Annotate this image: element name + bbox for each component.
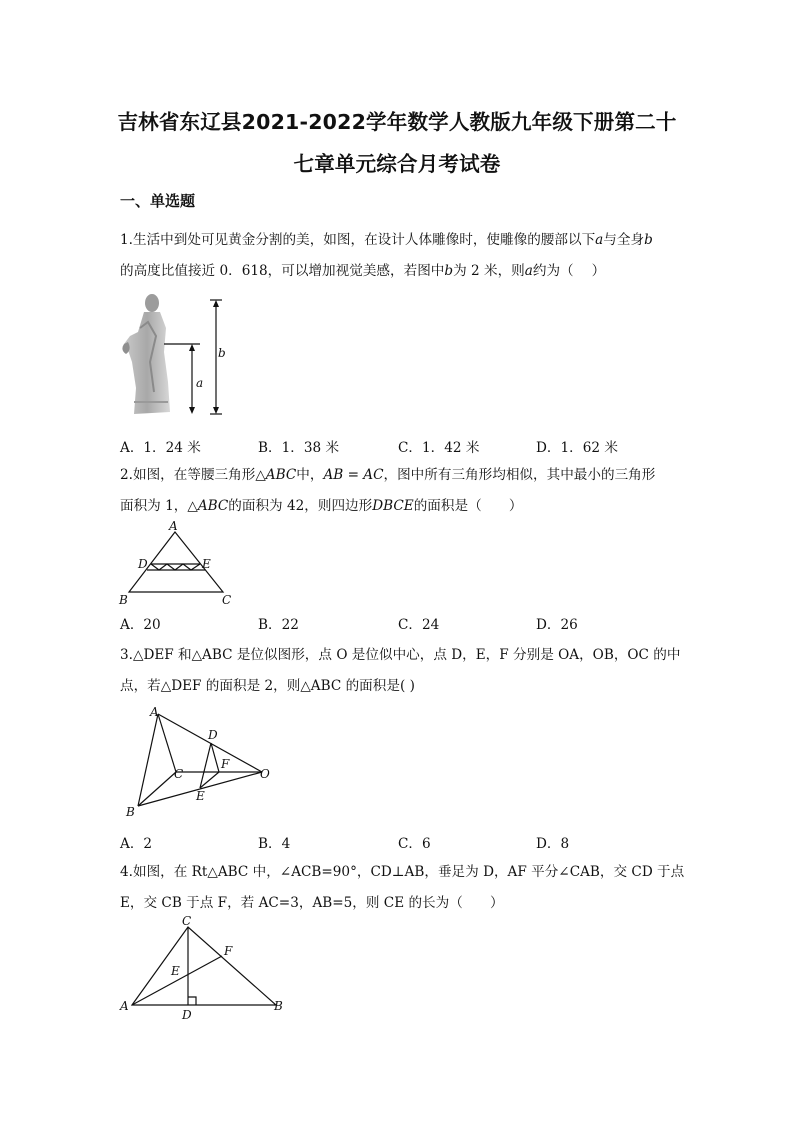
q3-option-d[interactable]: D．8 xyxy=(536,836,570,852)
homothety-figure-q3 xyxy=(120,700,280,822)
label-E: E xyxy=(202,557,211,571)
q3-option-b[interactable]: B．4 xyxy=(258,836,291,852)
label-D: D xyxy=(138,557,148,571)
q2-option-b[interactable]: B．22 xyxy=(258,617,299,633)
label-F: F xyxy=(221,757,230,771)
statue-silhouette xyxy=(122,294,170,414)
label-F: F xyxy=(224,944,233,958)
right-triangle-figure-q4 xyxy=(118,914,288,1022)
q1-option-b[interactable]: B．1．38 米 xyxy=(258,440,340,456)
label-C: C xyxy=(182,914,192,928)
label-O: O xyxy=(260,767,270,781)
label-A: A xyxy=(150,705,159,719)
label-B: B xyxy=(274,999,283,1013)
label-D: D xyxy=(208,728,218,742)
label-a: a xyxy=(196,376,204,390)
question-1: 1.生活中到处可见黄金分割的美，如图，在设计人体雕像时，使雕像的腰部以下a与全身b 的高度比值接近 0．618，可以增加视觉美感，若图中b为 2 米，则a约为（ ） xyxy=(120,232,653,279)
label-E: E xyxy=(171,964,180,978)
q1-option-d[interactable]: D．1．62 米 xyxy=(536,440,618,456)
label-E: E xyxy=(196,789,205,803)
q2-option-d[interactable]: D．26 xyxy=(536,617,578,633)
question-number: 3. xyxy=(120,647,133,663)
question-number: 1. xyxy=(120,232,133,248)
label-A: A xyxy=(120,999,129,1013)
question-number: 4. xyxy=(120,864,133,880)
q2-option-a[interactable]: A．20 xyxy=(120,617,161,633)
q2-option-c[interactable]: C．24 xyxy=(398,617,440,633)
q1-option-a[interactable]: A．1．24 米 xyxy=(120,440,201,456)
triangle-figure-q2 xyxy=(116,520,241,606)
question-2: 2.如图，在等腰三角形△ABC中，AB = AC，图中所有三角形均相似，其中最小的三角形 面积为 1，△ABC的面积为 42，则四边形DBCE的面积是（ ） xyxy=(120,467,656,514)
q1-option-c[interactable]: C．1．42 米 xyxy=(398,440,480,456)
label-C: C xyxy=(174,767,184,781)
exam-title-line-2: 七章单元综合月考试卷 xyxy=(293,152,501,176)
label-D: D xyxy=(182,1008,192,1022)
question-3: 3.△DEF 和△ABC 是位似图形，点 O 是位似中心，点 D，E，F 分别是 OA，OB，OC 的中 点，若△DEF 的面积是 2，则△ABC 的面积是( ) xyxy=(120,647,681,694)
exam-title-line-1: 吉林省东辽县2021-2022学年数学人教版九年级下册第二十 xyxy=(117,110,677,134)
question-4: 4.如图，在 Rt△ABC 中，∠ACB=90°，CD⊥AB，垂足为 D，AF 平分∠CAB，交 CD 于点 E，交 CB 于点 F，若 AC=3，AB=5，则 CE 的长为（ ） xyxy=(120,864,685,911)
label-C: C xyxy=(222,593,232,606)
question-number: 2. xyxy=(120,467,133,483)
label-B: B xyxy=(119,593,128,606)
q3-option-c[interactable]: C．6 xyxy=(398,836,431,852)
section-heading: 一、单选题 xyxy=(120,192,196,210)
statue-figure xyxy=(120,292,240,420)
label-A: A xyxy=(169,520,178,533)
q3-option-a[interactable]: A．2 xyxy=(120,836,153,852)
label-B: B xyxy=(126,805,135,819)
label-b: b xyxy=(218,346,226,360)
